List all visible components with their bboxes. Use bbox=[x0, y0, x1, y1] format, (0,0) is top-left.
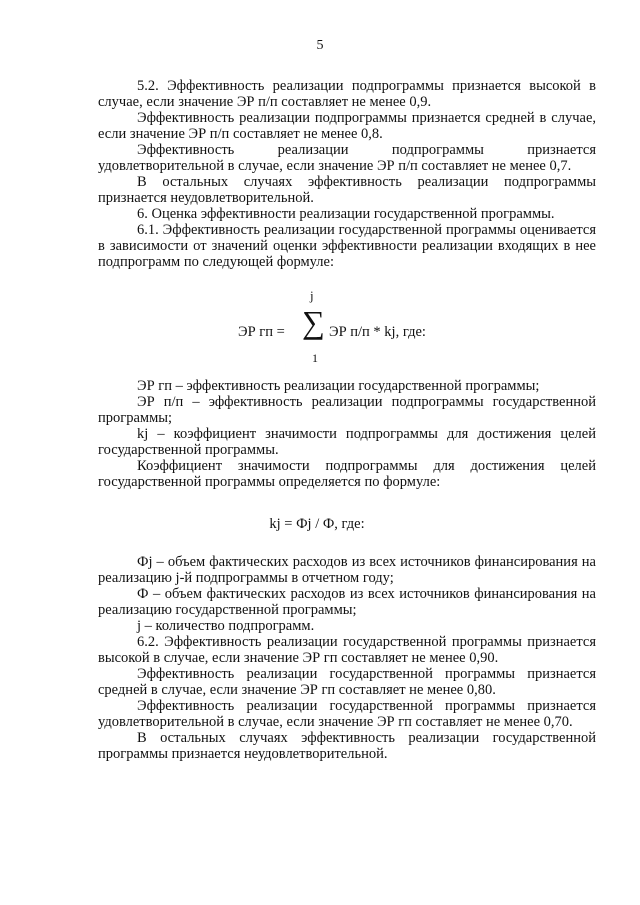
paragraph-6-2: 6.2. Эффективность реализации государственной программы признается высокой в случае, если значение ЭР гп составляет не менее 0,90. bbox=[98, 634, 596, 666]
page-number: 5 bbox=[316, 38, 324, 53]
definition-fj: Фj – объем фактических расходов из всех источников финансирования на реализацию j-й подпрограммы в отчетном году; bbox=[98, 554, 596, 586]
formula-kj: kj = Фj / Ф, где: bbox=[269, 516, 365, 532]
document-body bbox=[98, 78, 596, 762]
sum-sigma: ∑ bbox=[302, 304, 325, 340]
paragraph-kj-formula-intro: Коэффициент значимости подпрограммы для достижения целей государственной программы определяется по формуле: bbox=[98, 458, 596, 490]
formula-lhs: ЭР гп = bbox=[238, 324, 285, 340]
paragraph-5-2-satisfactory: Эффективность реализации подпрограммы признается удовлетворительной в случае, если значение ЭР п/п составляет не менее 0,7. bbox=[98, 142, 596, 174]
paragraph-5-2-other: В остальных случаях эффективность реализации подпрограммы признается неудовлетворительной. bbox=[98, 174, 596, 206]
formula-rhs: ЭР п/п * kj, где: bbox=[329, 324, 426, 340]
paragraph-5-2: 5.2. Эффективность реализации подпрограммы признается высокой в случае, если значение ЭР п/п составляет не менее 0,9. bbox=[98, 78, 596, 110]
formula-program-efficiency bbox=[98, 278, 596, 368]
section-6-heading: 6. Оценка эффективности реализации государственной программы. bbox=[137, 206, 555, 222]
definition-er-gp: ЭР гп – эффективность реализации государственной программы; bbox=[137, 378, 540, 394]
paragraph-6-2-satisfactory: Эффективность реализации государственной программы признается удовлетворительной в случае, если значение ЭР гп составляет не менее 0,70. bbox=[98, 698, 596, 730]
definition-kj: kj – коэффициент значимости подпрограммы для достижения целей государственной программы. bbox=[98, 426, 596, 458]
definition-er-pp: ЭР п/п – эффективность реализации подпрограммы государственной программы; bbox=[98, 394, 596, 426]
sum-upper-limit: j bbox=[310, 288, 314, 303]
paragraph-6-2-medium: Эффективность реализации государственной программы признается средней в случае, если значение ЭР гп составляет не менее 0,80. bbox=[98, 666, 596, 698]
definition-f: Ф – объем фактических расходов из всех источников финансирования на реализацию государственной программы; bbox=[98, 586, 596, 618]
paragraph-5-2-medium: Эффективность реализации подпрограммы признается средней в случае, если значение ЭР п/п составляет не менее 0,8. bbox=[98, 110, 596, 142]
paragraph-6-1: 6.1. Эффективность реализации государственной программы оценивается в зависимости от значений оценки эффективности реализации входящих в нее подпрограмм по следующей формуле: bbox=[98, 222, 596, 270]
sum-lower-limit: 1 bbox=[312, 351, 318, 365]
paragraph-6-2-other: В остальных случаях эффективность реализации государственной программы признается неудовлетворительной. bbox=[98, 730, 596, 762]
definition-j: j – количество подпрограмм. bbox=[137, 618, 315, 634]
